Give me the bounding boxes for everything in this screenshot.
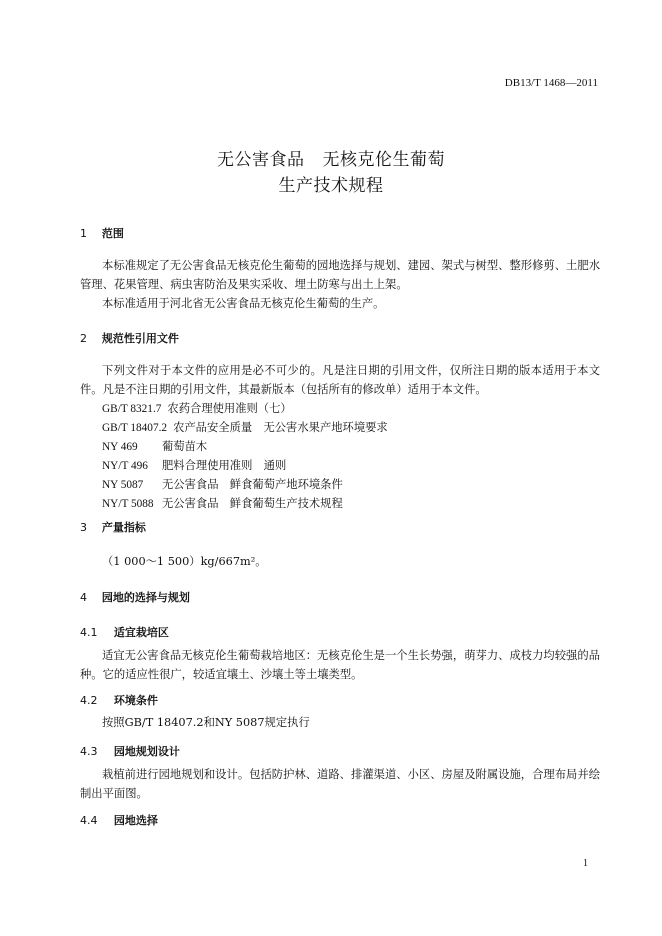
section-4-1-paragraph: 适宜无公害食品无核克伦生葡萄栽培地区：无核克伦生是一个生长势强，萌芽力、成枝力均较强的品种。它的适应性很广，较适宜壤土、沙壤土等土壤类型。 bbox=[80, 649, 600, 681]
standard-code: DB13/T 1468—2011 bbox=[504, 77, 598, 89]
section-4-3-heading: 4.3 园地规划设计 bbox=[80, 745, 180, 758]
reference-item: NY 469 葡萄苗木 bbox=[102, 440, 208, 453]
section-4-1-heading: 4.1 适宜栽培区 bbox=[80, 626, 169, 639]
section-1-heading: 1 范围 bbox=[80, 227, 124, 240]
section-4-heading: 4 园地的选择与规划 bbox=[80, 591, 190, 604]
section-3-yield: （1 000～1 500）kg/667m²。 bbox=[102, 555, 267, 568]
title-part-a: 无公害食品 bbox=[217, 150, 305, 170]
page-number: 1 bbox=[583, 858, 588, 869]
section-4-2-text: 按照GB/T 18407.2和NY 5087规定执行 bbox=[102, 716, 310, 729]
section-1-paragraph-1: 本标准规定了无公害食品无核克伦生葡萄的园地选择与规划、建园、架式与树型、整形修剪、土肥水管理、花果管理、病虫害防治及果实采收、埋土防寒与出土上架。 bbox=[80, 259, 600, 291]
section-4-3-paragraph: 栽植前进行园地规划和设计。包括防护林、道路、排灌渠道、小区、房屋及附属设施，合理布局并绘制出平面图。 bbox=[80, 768, 600, 800]
section-4-2-heading: 4.2 环境条件 bbox=[80, 694, 158, 707]
reference-item: NY/T 5088 无公害食品 鲜食葡萄生产技术规程 bbox=[102, 497, 343, 510]
reference-item: GB/T 18407.2 农产品安全质量 无公害水果产地环境要求 bbox=[102, 421, 388, 434]
document-subtitle: 生产技术规程 bbox=[278, 176, 384, 196]
section-4-4-heading: 4.4 园地选择 bbox=[80, 814, 158, 827]
reference-item: NY/T 496 肥料合理使用准则 通则 bbox=[102, 459, 287, 472]
reference-item: NY 5087 无公害食品 鲜食葡萄产地环境条件 bbox=[102, 478, 343, 491]
section-2-heading: 2 规范性引用文件 bbox=[80, 332, 179, 345]
section-3-heading: 3 产量指标 bbox=[80, 521, 146, 534]
section-2-paragraph-1: 下列文件对于本文件的应用是必不可少的。凡是注日期的引用文件，仅所注日期的版本适用于本文件。凡是不注日期的引用文件，其最新版本（包括所有的修改单）适用于本文件。 bbox=[80, 364, 600, 396]
section-1-paragraph-2: 本标准适用于河北省无公害食品无核克伦生葡萄的生产。 bbox=[102, 297, 385, 310]
reference-item: GB/T 8321.7 农药合理使用准则（七） bbox=[102, 402, 292, 415]
title-part-b: 无核克伦生葡萄 bbox=[322, 150, 445, 170]
document-title bbox=[0, 145, 662, 170]
